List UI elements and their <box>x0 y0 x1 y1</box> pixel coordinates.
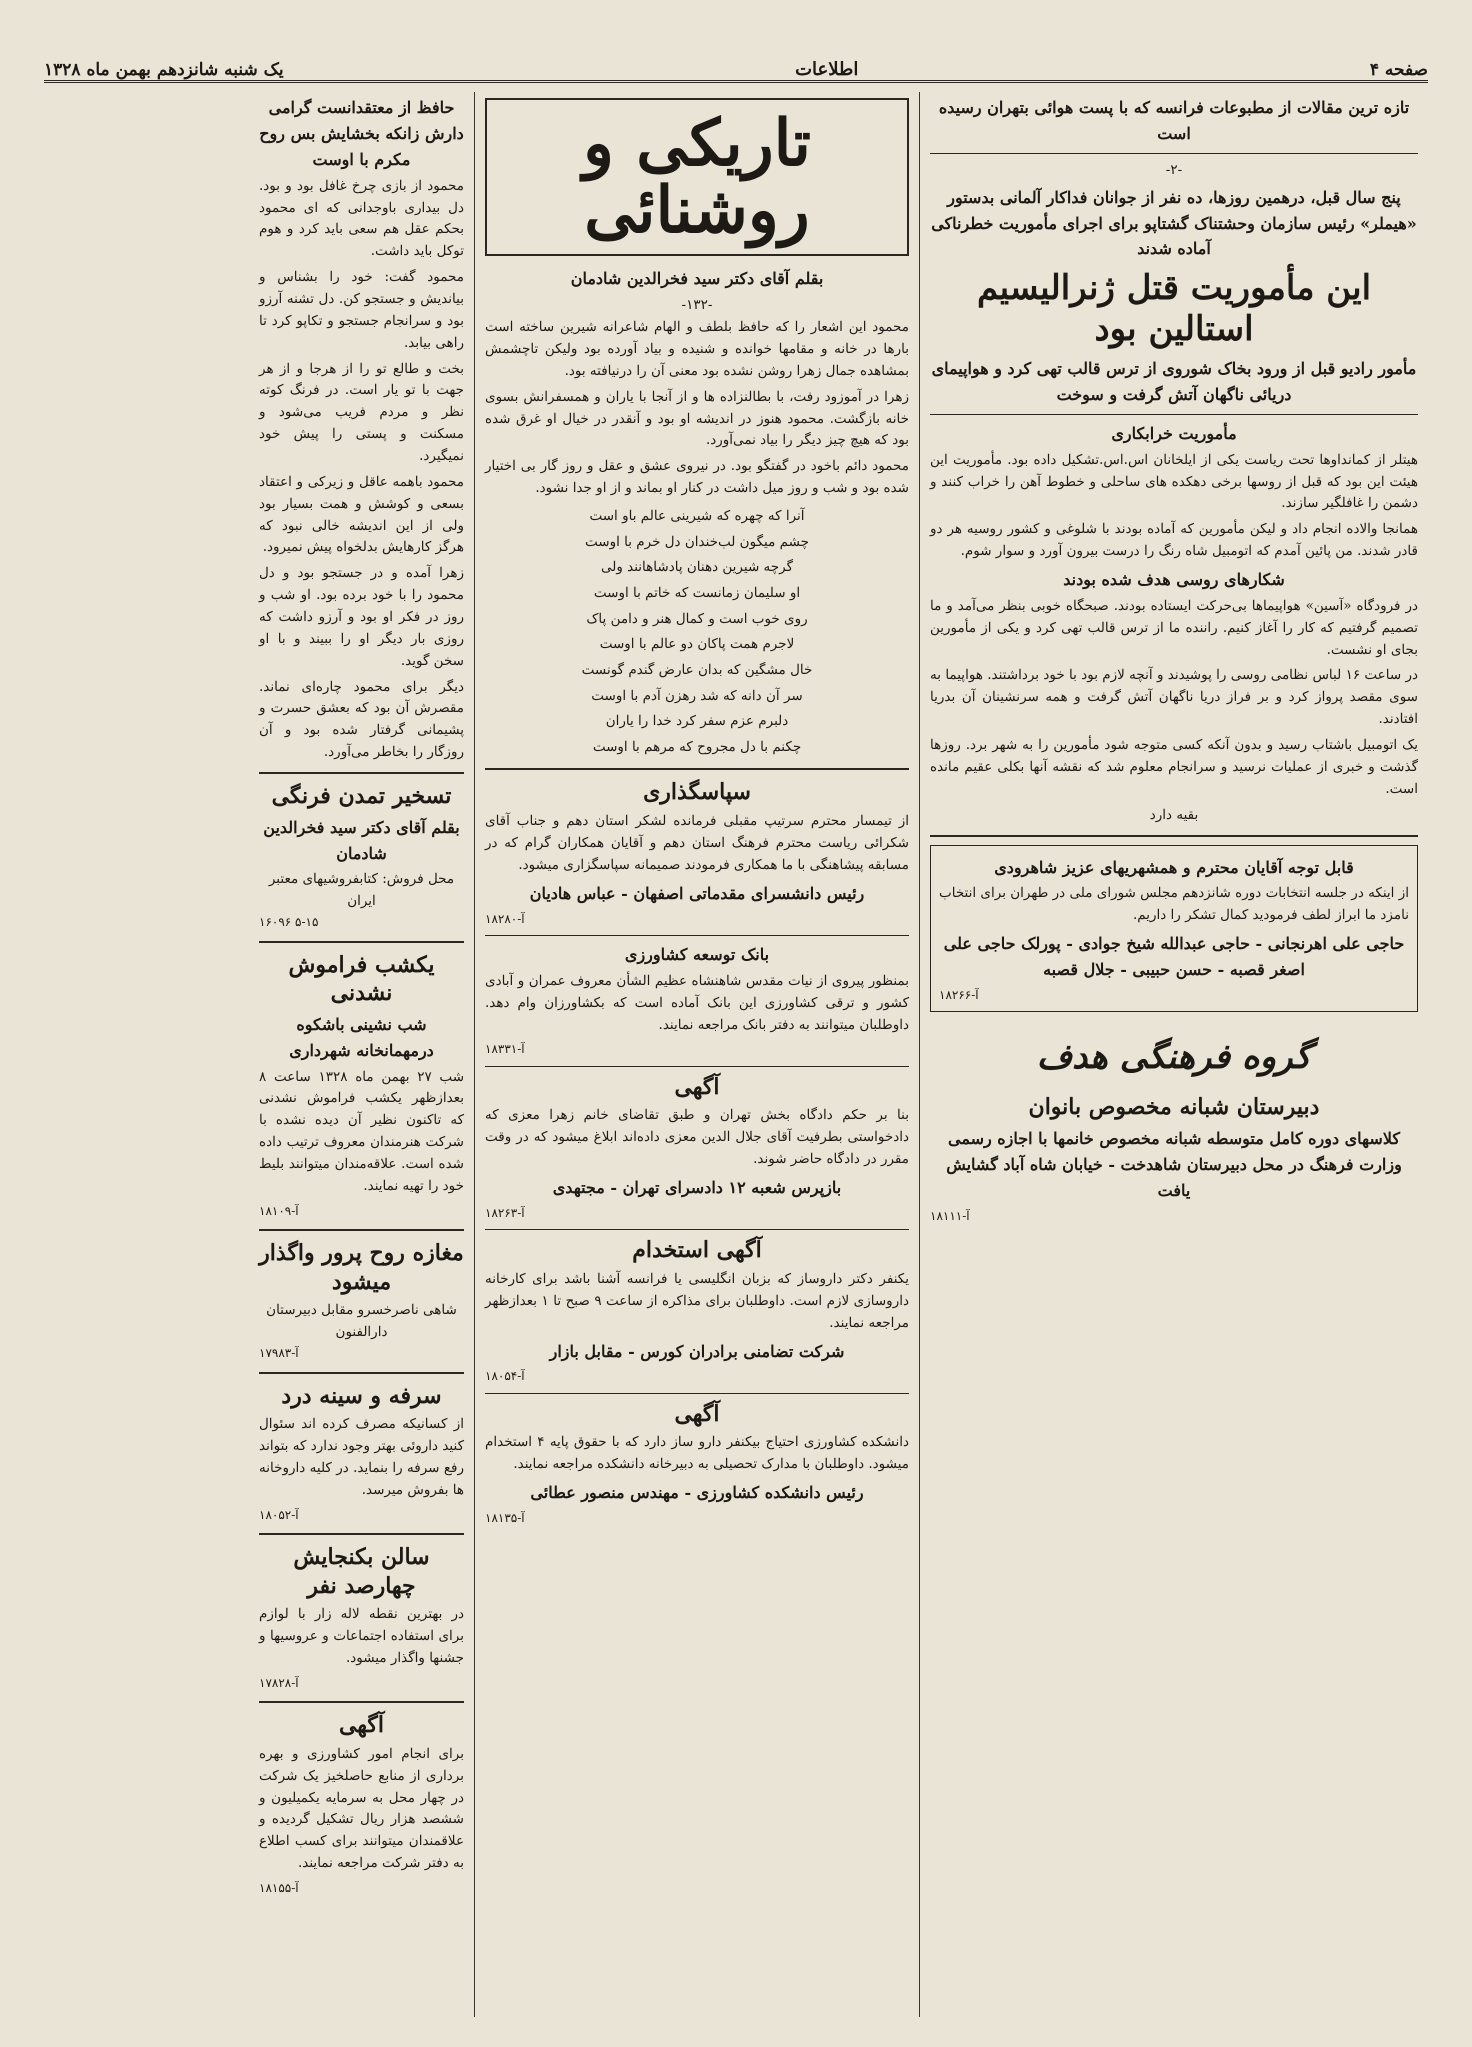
ad-body: یکنفر دکتر داروساز که بزبان انگلیسی یا فرانسه آشنا باشد برای کارخانه داروسازی لازم است. داوطلبان برای مذاکره از ساعت ۹ صبح تا ۱ بعدازظهر مراجعه نمایند. <box>485 1270 909 1331</box>
poem-line: لاجرم همت پاکان دو عالم با اوست <box>599 636 795 653</box>
ad-body: از تیمسار محترم سرتیپ مقبلی فرمانده لشکر استان دهم و جناب آقای شکرائی ریاست محترم فرهنگ استان دهم و آقایان همکاران گرام که در مسابقه پیشاهنگی با ما همکاری فرمودند صمیمانه سپاسگزاری میشود. <box>485 813 909 873</box>
serial-title: تاریکی و روشنائی <box>485 98 909 256</box>
article-headline: این مأموریت قتل ژنرالیسیم استالین بود <box>976 268 1372 350</box>
novel-paragraph: محمود از بازی چرخ غافل بود و بود. دل بیداری باوجدانی که ای محمود بحکم عقل هم سعی باید کرد و هوم توکل باید داشت. <box>259 177 464 260</box>
poem-line: گرچه شیرین دهنان پادشاهانند ولی <box>600 559 794 576</box>
ad-number: آ-۱۸۳۳۱ <box>485 1042 525 1057</box>
ad-title: آگهی استخدام <box>632 1237 762 1264</box>
column-novel <box>474 92 919 2017</box>
novel-paragraph: دیگر برای محمود چاره‌ای نماند. مقصرش آن بود که بعشق حسرت و پشیمانی گرفتار شده بود و آن روزگار را بخاطر می‌آورد. <box>259 678 464 761</box>
columns <box>44 92 1428 2017</box>
ad-number: آ-۱۸۲۶۶ <box>939 987 979 1002</box>
ad-title: قابل توجه آقایان محترم و همشهریهای عزیز شاهرودی <box>994 857 1354 877</box>
subhead-sabotage: مأموریت خرابکاری <box>1111 423 1237 443</box>
ad-title: آگهی <box>338 1712 385 1739</box>
ad-title: سپاسگذاری <box>643 779 751 806</box>
ad-number: آ-۱۸۱۰۹ <box>259 1203 299 1218</box>
ad-number: آ-۱۸۰۵۴ <box>485 1369 525 1384</box>
ad-number: آ-۱۸۲۸۰ <box>485 911 525 926</box>
ad-body: بمنظور پیروی از نیات مقدس شاهنشاه عظیم الشأن معروف عمران و آبادی کشور و ترقی کشاورزی این بانک آماده است که بکشاورزان وام دهد. داوطلبان میتوانند به دفتر بانک مراجعه نمایند. <box>485 972 909 1033</box>
novel-paragraph: محمود باهمه عاقل و زیرکی و اعتقاد بسعی و کوشش و همت بسیار بود ولی از این اندیشه خالی نبود که هرگز کارهایش بدلخواه پیش نمیرود. <box>259 473 464 556</box>
verse-top: حافظ از معتقدانست گرامی دارش زانکه بخشایش بس روح مکرم با اوست <box>259 98 464 169</box>
article-deck: مأمور رادیو قبل از ورود بخاک شوروی از ترس قالب تهی کرد و هواپیمای دریائی ناگهان آتش گرفت و سوخت <box>931 358 1417 404</box>
article-lead: پنج سال قبل، درهمین روزها، ده نفر از جوانان فداکار آلمانی بدستور «هیملر» رئیس سازمان وحشتناک گشتاپو برای اجرای مأموریت خطرناکی آماده شدند <box>931 187 1417 259</box>
issue-date: یک شنبه شانزدهم بهمن ماه ۱۳۲۸ <box>44 60 284 80</box>
ad-byline: بقلم آقای دکتر سید فخرالدین شادمان <box>263 817 460 863</box>
ad-body: شاهی ناصرخسرو مقابل دبیرستان دارالفنون <box>266 1302 457 1341</box>
poem-line: روی خوب است و کمال هنر و دامن پاک <box>586 610 808 627</box>
section-number: -۲- <box>1165 161 1183 178</box>
ad-sale: محل فروش: کتابفروشیهای معتبر ایران <box>268 871 455 910</box>
ad-body: بنا بر حکم دادگاه بخش تهران و طبق تقاضای خانم زهرا معزی که دادخواستی بطرفیت آقای جلال الدین معزی داده‌اند ابلاغ میشود که در وقت مقرر در دادگاه حاضر شوند. <box>485 1107 909 1168</box>
ad-number: آ-۱۸۲۶۳ <box>485 1205 525 1220</box>
ad-title: آگهی <box>674 1073 720 1100</box>
poem-line: او سلیمان زمانست که خاتم با اوست <box>593 584 801 601</box>
kicker: تازه ترین مقالات از مطبوعات فرانسه که با پست هوائی بتهران رسیده است <box>938 98 1410 143</box>
article-paragraph: هیتلر از کمانداوها تحت ریاست یکی از ایلخانان اس.اس.تشکیل داده بود. مأموریت این هیئت این بود که قبل از روسها برخی دهکده های ساحلی و خطوط آهن را خراب کنند و دشمن را غافلگیر سازند. <box>930 451 1418 512</box>
paper-name: اطلاعات <box>795 59 859 80</box>
ad-title: مغازه روح پرور واگذار میشود <box>259 1240 464 1295</box>
ad-number: آ-۱۷۸۲۸ <box>259 1675 299 1690</box>
ad-body: در بهترین نقطه لاله زار با لوازم برای استفاده اجتماعات و عروسیها و جشنها واگذار میشود. <box>259 1606 464 1666</box>
serial-byline: بقلم آقای دکتر سید فخرالدین شادمان <box>570 269 824 289</box>
school-title: دبیرستان شبانه مخصوص بانوان <box>1028 1094 1320 1121</box>
article-paragraph: همانجا والاده انجام داد و لیکن مأمورین که آماده بودند با شلوغی و کشور روسیه هر دو قادر شدند. من پائین آمدم که اتومبیل شاه رنگ را درست بیرون آورد و سوار شوم. <box>930 521 1418 560</box>
ad-shahrud-thanks <box>930 845 1418 1013</box>
subhead-targets: شکارهای روسی هدف شده بودند <box>1063 570 1285 589</box>
poem-line: سر آن دانه که شد رهزن آدم با اوست <box>591 687 803 704</box>
ad-body: از اینکه در جلسه انتخابات دوره شانزدهم مجلس شورای ملی در طهران برای انتخاب نامزد ما ابراز لطف فرمودید کمال تشکر را داریم. <box>939 885 1409 924</box>
ad-number: آ-۱۸۱۳۵ <box>485 1511 525 1526</box>
novel-paragraph: بخت و طالع تو را از هرجا و از هر جهت با تو یار است. در فرنگ کوته نظر و مردم فریب می‌شود و مسکنت و پستی را پیش خود نمیگیرد. <box>259 360 464 465</box>
ad-signature: بازپرس شعبه ۱۲ دادسرای تهران - مجتهدی <box>552 1178 842 1198</box>
poem-line: دلبرم عزم سفر کرد خدا را یاران <box>605 713 789 730</box>
ad-number: آ-۱۷۹۸۳ <box>259 1346 299 1361</box>
page-number: صفحه ۴ <box>1369 60 1428 80</box>
continued-note: بقیه دارد <box>1149 806 1199 823</box>
ad-signature: رئیس دانشکده کشاورزی - مهندس منصور عطائی <box>530 1483 864 1503</box>
ad-title: سرفه و سینه درد <box>281 1382 442 1409</box>
poem-line: آنرا که چهره که شیرینی عالم باو است <box>589 508 805 525</box>
hadaf-logo: گروه فرهنگی هدف <box>1036 1037 1312 1078</box>
novel-paragraph: زهرا در آموزود رفت، با بطالنزاده ها و از آنجا با یاران و همسفرانش بسوی خانه بازگشت. محمود هنوز در اندیشه او بود و آنقدر در خیال او غرق شده بود که هیچ چیز دیگر را بیاد نمی‌آورد. <box>485 388 909 449</box>
ad-title: سالن بکنجایش چهارصد نفر <box>293 1544 430 1599</box>
article-paragraph: یک اتومبیل باشتاب رسید و بدون آنکه کسی متوجه شود مأمورین را به شهر برد. روزها گذشت و خبری از عملیات نرسید و سرانجام معلوم شد که نقشه آنها بکلی عقیم مانده است. <box>930 737 1418 797</box>
column-stalin-article <box>919 92 1428 2017</box>
masthead <box>44 52 1428 83</box>
poem-line: چشم میگون لب‌خندان دل خرم با اوست <box>585 533 809 550</box>
article-paragraph: در ساعت ۱۶ لباس نظامی روسی را پوشیدند و آنچه لازم بود با خود برداشتند. هواپیما به سوی مقصد پرواز کرد و بر فراز دریا ناگهان آتش گرفت و همه سرنشینان آن بدریا افتادند. <box>930 667 1418 728</box>
ad-body: برای انجام امور کشاورزی و بهره برداری از منابع حاصلخیز یک شرکت در چهار محل به سرمایه یکمیلیون و ششصد هزار ریال تشکیل گردیده و علاقمندان میتوانند برای کسب اطلاع به دفتر شرکت مراجعه نمایند. <box>259 1745 464 1872</box>
ad-body: شب ۲۷ بهمن ماه ۱۳۲۸ ساعت ۸ بعدازظهر یکشب فراموش نشدنی که تاکنون نظیر آن دیده نشده با شرکت هنرمندان معروف ترتیب داده شده است. علاقه‌مندان میتوانند بلیط خود را تهیه نمایند. <box>259 1068 465 1194</box>
ad-subtitle: شب نشینی باشکوه درمهمانخانه شهرداری <box>289 1014 434 1060</box>
article-paragraph: در فرودگاه «آسین» هواپیماها بی‌حرکت ایستاده بودند. صبحگاه خوبی بنظر می‌آمد و ما تصمیم گرفتیم که کار را آغاز کنیم. راننده ما از ترس قالب تهی کرد و یکی از مأمورین بجای او نشست. <box>930 597 1418 658</box>
novel-paragraph: محمود این اشعار را که حافظ بلطف و الهام شاعرانه شیرین ساخته است بارها در خانه و مقامها خوانده و شنیده و بیاد آورده بود ولیکن تاچشمش بمشاهده جمال زهرا روشن نشده بود معنی آن را درنیافته بود. <box>485 319 909 379</box>
poem-line: چکنم با دل مجروح که مرهم با اوست <box>592 738 802 755</box>
ad-number: آ-۱۸۰۵۲ <box>259 1507 299 1522</box>
novel-paragraph: محمود دائم باخود در گفتگو بود. در نیروی عشق و عقل و روز گار بی اختیار شده بود و شب و روز میل داشت در کنار او بماند و از او جدا نشود. <box>485 458 909 497</box>
ad-title: آگهی <box>674 1400 720 1427</box>
novel-paragraph: زهرا آمده و در جستجو بود و دل محمود را با خود برده بود. او شب و روز در فکر او بود و آرزو داشت که روزی بار دیگر او را ببیند و با او سخن گوید. <box>259 565 464 669</box>
novel-paragraph: محمود گفت: خود را بشناس و بیاندیش و جستجو کن. دل تشنه آرزو بود و سرانجام جستجو و تکاپو کرد تا راهی بیابد. <box>259 269 464 351</box>
ad-title: یکشب فراموش نشدنی <box>288 951 435 1007</box>
ad-title: بانک توسعه کشاورزی <box>624 944 770 964</box>
ad-number: آ-۱۸۱۵۵ <box>259 1880 299 1895</box>
poem-line: خال مشگین که بدان عارض گندم گونست <box>581 661 813 678</box>
ad-number: ۱۶۰۹۶ ۵-۱۵ <box>259 915 319 930</box>
ad-signatories: حاجی علی اهرنجانی - حاجی عبدالله شیخ جوادی - پورلک حاجی علی اصغر قصبه - حسن حبیبی - جلال قصبه <box>943 934 1405 980</box>
poem <box>485 504 909 760</box>
school-body: کلاسهای دوره کامل متوسطه شبانه مخصوص خانمها با اجازه رسمی وزارت فرهنگ در محل دبیرستان شاهدخت - خیابان شاه آباد گشایش یافت <box>946 1129 1402 1200</box>
ad-body: از کسانیکه مصرف کرده اند سئوال کنید داروئی بهتر وجود ندارد که بتواند رفع سرفه را بنماید. در کلیه داروخانه ها بفروش میرسد. <box>259 1416 464 1498</box>
section-number: -۱۳۲- <box>681 297 713 314</box>
ad-body: دانشکده کشاورزی احتیاج بیکنفر دارو ساز دارد که با حقوق پایه ۴ استخدام میشود. داوطلبان با مدارک تحصیلی به دبیرخانه دانشکده مراجعه نمایند. <box>485 1434 909 1473</box>
ad-title: تسخیر تمدن فرنگی <box>271 783 452 810</box>
ad-number: آ-۱۸۱۱۱ <box>930 1208 970 1223</box>
ad-signature: رئیس دانشسرای مقدماتی اصفهان - عباس هادیان <box>529 883 865 903</box>
column-novel-continued <box>249 92 474 2017</box>
ad-signature: شرکت تضامنی برادران کورس - مقابل بازار <box>549 1341 845 1361</box>
